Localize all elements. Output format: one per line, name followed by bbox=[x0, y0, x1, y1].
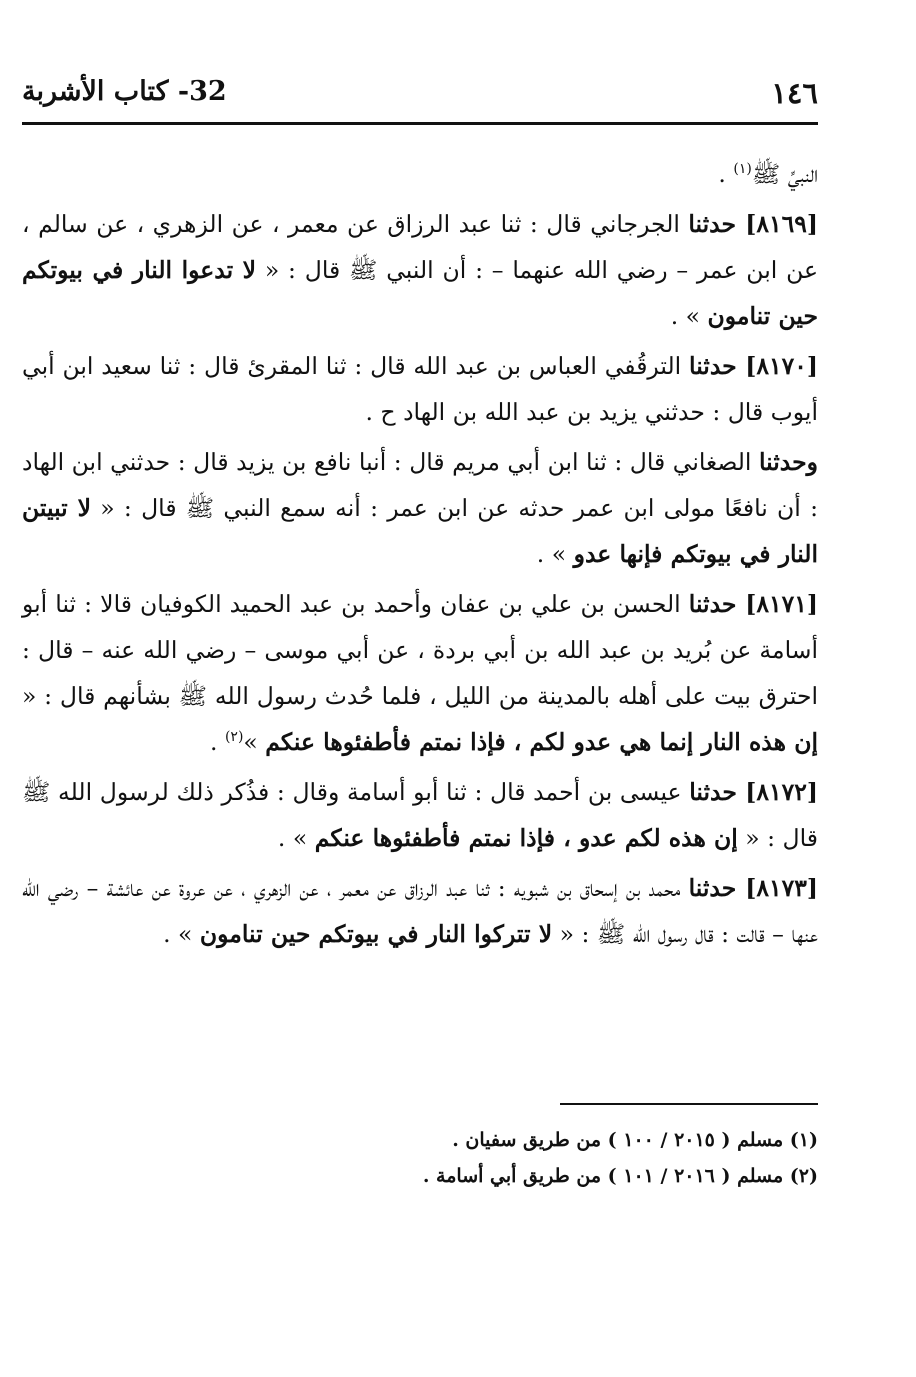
paragraph bbox=[22, 151, 818, 197]
footnote-ref: (٢) bbox=[224, 729, 244, 746]
bold-text: [٨١٦٩] حدثنا bbox=[688, 210, 818, 238]
bold-text: [٨١٧٠] حدثنا bbox=[689, 352, 818, 380]
paragraph bbox=[22, 581, 818, 765]
bold-text: [٨١٧٢] حدثنا bbox=[689, 778, 818, 806]
text-run: » bbox=[243, 728, 266, 756]
text-run: » . bbox=[163, 920, 200, 948]
bold-text: إن هذه النار إنما هي عدو لكم ، فإذا نمتم فأطفئوها عنكم bbox=[265, 728, 818, 756]
header-rule bbox=[22, 122, 818, 125]
footnote: (٢) مسلم ( ٢٠١٦ / ١٠١ ) من طريق أبي أسامة . bbox=[422, 1165, 818, 1187]
bold-text: [٨١٧١] حدثنا bbox=[688, 590, 818, 618]
paragraph bbox=[22, 769, 818, 861]
paragraph bbox=[22, 343, 818, 435]
chapter-title: 32- كتاب الأشربة bbox=[22, 76, 227, 107]
text-run: . bbox=[209, 728, 225, 756]
paragraph bbox=[22, 439, 818, 577]
main-text bbox=[22, 151, 818, 957]
bold-text: [٨١٧٣] حدثنا bbox=[688, 874, 818, 902]
text-run: » . bbox=[670, 302, 708, 330]
bold-text: لا تتركوا النار في بيوتكم حين تنامون bbox=[199, 920, 553, 948]
footnotes bbox=[118, 1122, 818, 1194]
text-run: محمد بن إسحاق بن شبويه : ثنا عبد الرزاق عن معمر ، عن الزهري ، عن عروة عن عائشة – رضي الله عنها – قالت : قال رسول الله ﷺ : « bbox=[22, 874, 818, 948]
page bbox=[22, 74, 818, 957]
bold-text: لا تدعوا النار في بيوتكم حين تنامون bbox=[22, 256, 818, 330]
text-run: الحسن بن علي بن عفان وأحمد بن عبد الحميد الكوفيان قالا : ثنا أبو أسامة عن بُريد بن عبد الله بن أبي بردة ، عن أبي موسى – رضي الله عنه – قال : احترق بيت على أهله بالمدينة من الليل ، فلما حُدث رسول الله ﷺ بشأنهم قال : « bbox=[22, 590, 818, 710]
text-run: النبيِّ ﷺ bbox=[751, 160, 818, 188]
bold-text: وحدثنا bbox=[758, 448, 818, 476]
text-run: الجرجاني قال : ثنا عبد الرزاق عن معمر ، عن الزهري ، عن سالم ، عن ابن عمر – رضي الله عنهما – : أن النبي ﷺ قال : « bbox=[22, 210, 818, 284]
text-run: الصغاني قال : ثنا ابن أبي مريم قال : أنبا نافع بن يزيد قال : حدثني ابن الهاد : أن نافعًا مولى ابن عمر حدثه عن ابن عمر : أنه سمع النبي ﷺ قال : « bbox=[22, 448, 818, 522]
paragraph bbox=[22, 201, 818, 339]
text-run: . bbox=[718, 160, 734, 188]
bold-text: إن هذه لكم عدو ، فإذا نمتم فأطفئوها عنكم bbox=[314, 824, 738, 852]
text-run: الترقُفي العباس بن عبد الله قال : ثنا المقرئ قال : ثنا سعيد ابن أبي أيوب قال : حدثني يزيد بن عبد الله بن الهاد ح . bbox=[22, 352, 818, 426]
paragraph bbox=[22, 865, 818, 957]
footnote-separator bbox=[560, 1103, 818, 1105]
page-number: ١٤٦ bbox=[771, 76, 818, 110]
text-run: » . bbox=[277, 824, 315, 852]
page-header bbox=[22, 74, 818, 122]
footnote-ref: (١) bbox=[733, 161, 752, 178]
footnote: (١) مسلم ( ٢٠١٥ / ١٠٠ ) من طريق سفيان . bbox=[452, 1129, 818, 1151]
bold-text: لا تبيتن النار في بيوتكم فإنها عدو bbox=[22, 494, 818, 568]
text-run: عيسى بن أحمد قال : ثنا أبو أسامة وقال : فذُكر ذلك لرسول الله ﷺ قال : « bbox=[22, 778, 818, 852]
text-run: » . bbox=[536, 540, 574, 568]
